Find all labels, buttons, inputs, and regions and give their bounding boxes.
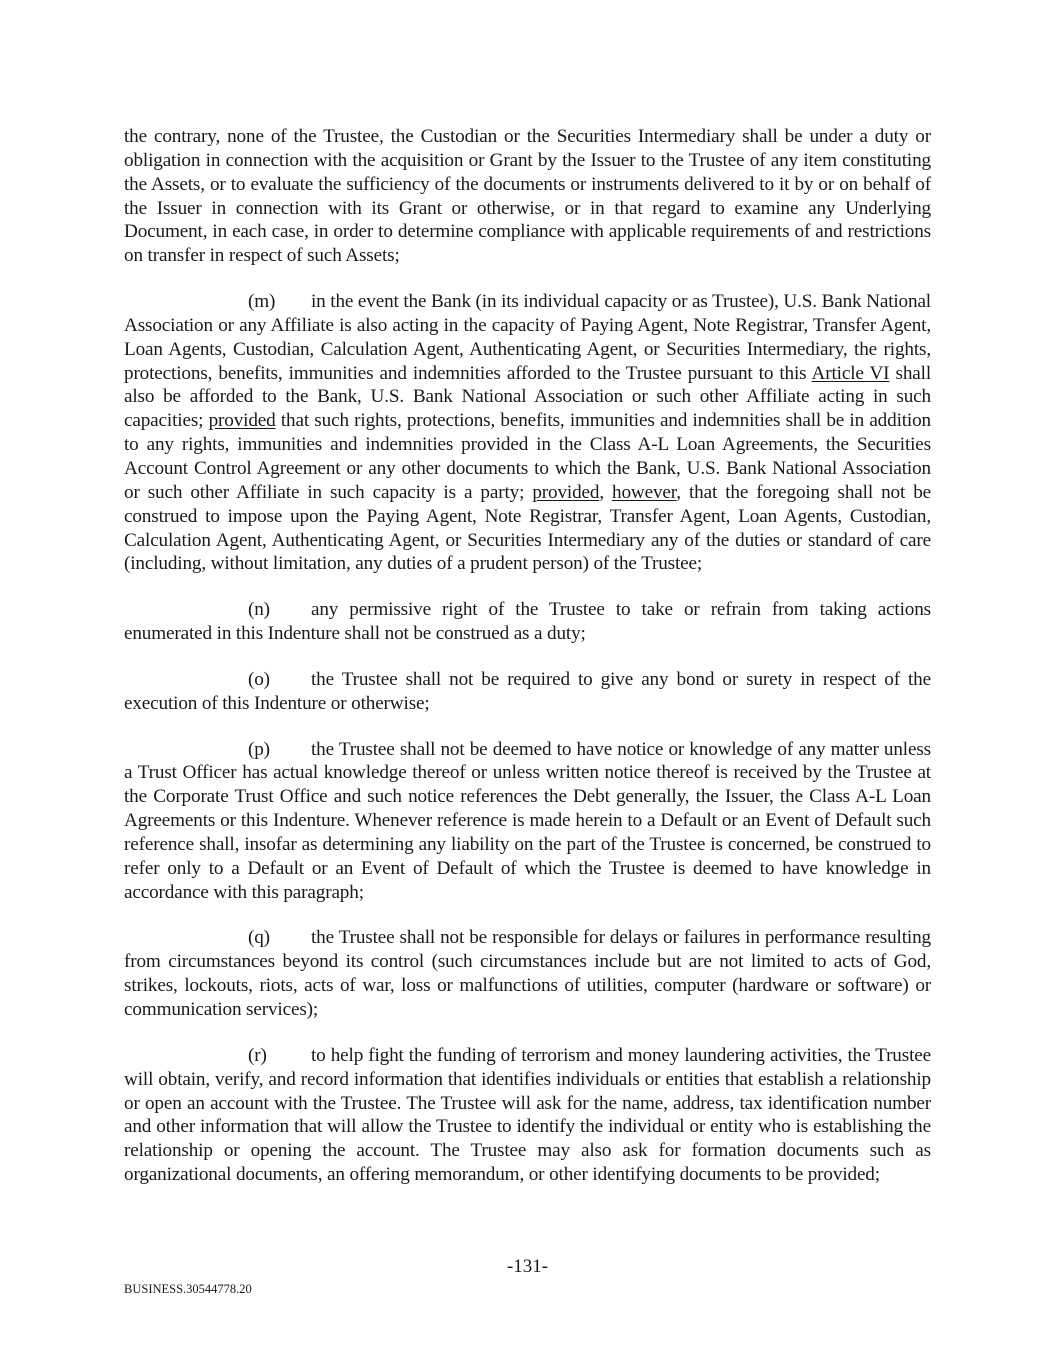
item-paragraph [124, 926, 931, 1021]
item-paragraph [124, 1044, 931, 1187]
item-text: , that the foregoing shall not be construed to impose upon the Paying Agent, Note Registrar, Transfer Agent, Loan Agents, Custodian, Calculation Agent, Authenticating Agent, or Securities Intermediary any of the duties or standard of care (including, without limitation, any duties of a prudent person) of the Trustee; [124, 481, 932, 575]
item-text: the Trustee shall not be responsible for delays or failures in performance resulting from circumstances beyond its control (such circumstances include but are not limited to acts of God, strikes, lockouts, riots, acts of war, loss or malfunctions of utilities, computer (hardware or software) or communication services); [124, 927, 931, 1020]
item-text: , [599, 481, 613, 503]
underlined-term: Article VI [811, 362, 890, 384]
item-text: the Trustee shall not be required to give any bond or surety in respect of the execution of this Indenture or otherwise; [124, 668, 931, 714]
item-paragraph [124, 290, 931, 576]
document-page [124, 125, 931, 1209]
page-number: -131- [506, 1256, 549, 1277]
item-text: that such rights, protections, benefits, immunities and indemnities shall be in addition to any rights, immunities and indemnities provided in the Class A-L Loan Agreements, the Securities Account Control Agreement or any other documents to which the Bank, U.S. Bank National Association or such other Affiliate in such capacity is a party; [124, 410, 932, 503]
item-text: the Trustee shall not be deemed to have notice or knowledge of any matter unless a Trust Officer has actual knowledge thereof or unless written notice thereof is received by the Trustee at the Corporate Trust Office and such notice references the Debt generally, the Issuer, the Class A-L Loan Agreements or this Indenture. Whenever reference is made herein to a Default or an Event of Default such reference shall, insofar as determining any liability on the part of the Trustee is concerned, be construed to refer only to a Default or an Event of Default of which the Trustee is deemed to have knowledge in accordance with this paragraph; [124, 738, 931, 903]
document-id: BUSINESS.30544778.20 [124, 1282, 252, 1296]
item-text: shall also be afforded to the Bank, U.S. Bank National Association or such other Affiliate acting in such capacities; [124, 362, 931, 432]
item-label: (p) [248, 738, 270, 760]
underlined-term: provided [532, 481, 600, 503]
item-label: (r) [248, 1044, 267, 1066]
item-text: to help fight the funding of terrorism and money laundering activities, the Trustee will obtain, verify, and record information that identifies individuals or entities that establish a relationship or open an account with the Trustee. The Trustee will ask for the name, address, tax identification number and other information that will allow the Trustee to identify the individual or entity who is establishing the relationship or opening the account. The Trustee may also ask for formation documents such as organizational documents, an offering memorandum, or other identifying documents to be provided; [124, 1044, 931, 1186]
enumerated-items [124, 290, 931, 1187]
item-text: in the event the Bank (in its individual capacity or as Trustee), U.S. Bank National Association or any Affiliate is also acting in the capacity of Paying Agent, Note Registrar, Transfer Agent, Loan Agents, Custodian, Calculation Agent, Authenticating Agent, or Securities Intermediary, the rights, protections, benefits, immunities and indemnities afforded to the Trustee pursuant to this [124, 291, 931, 384]
item-paragraph [124, 668, 931, 716]
item-text: any permissive right of the Trustee to take or refrain from taking actions enumerated in this Indenture shall not be construed as a duty; [124, 599, 931, 645]
item-label: (o) [248, 668, 270, 690]
item-paragraph [124, 598, 931, 646]
underlined-term: however [612, 481, 677, 503]
item-paragraph [124, 738, 931, 905]
item-label: (n) [248, 599, 270, 621]
continuation-paragraph: the contrary, none of the Trustee, the Custodian or the Securities Intermediary shall be under a duty or obligation in connection with the acquisition or Grant by the Issuer to the Trustee of any item constituting the Assets, or to evaluate the sufficiency of the documents or instruments delivered to it by or on behalf of the Issuer in connection with its Grant or otherwise, or in that regard to examine any Underlying Document, in each case, in order to determine compliance with applicable requirements of and restrictions on transfer in respect of such Assets; [124, 126, 931, 267]
item-label: (m) [248, 291, 276, 313]
underlined-term: provided [208, 410, 276, 432]
item-label: (q) [248, 927, 270, 949]
